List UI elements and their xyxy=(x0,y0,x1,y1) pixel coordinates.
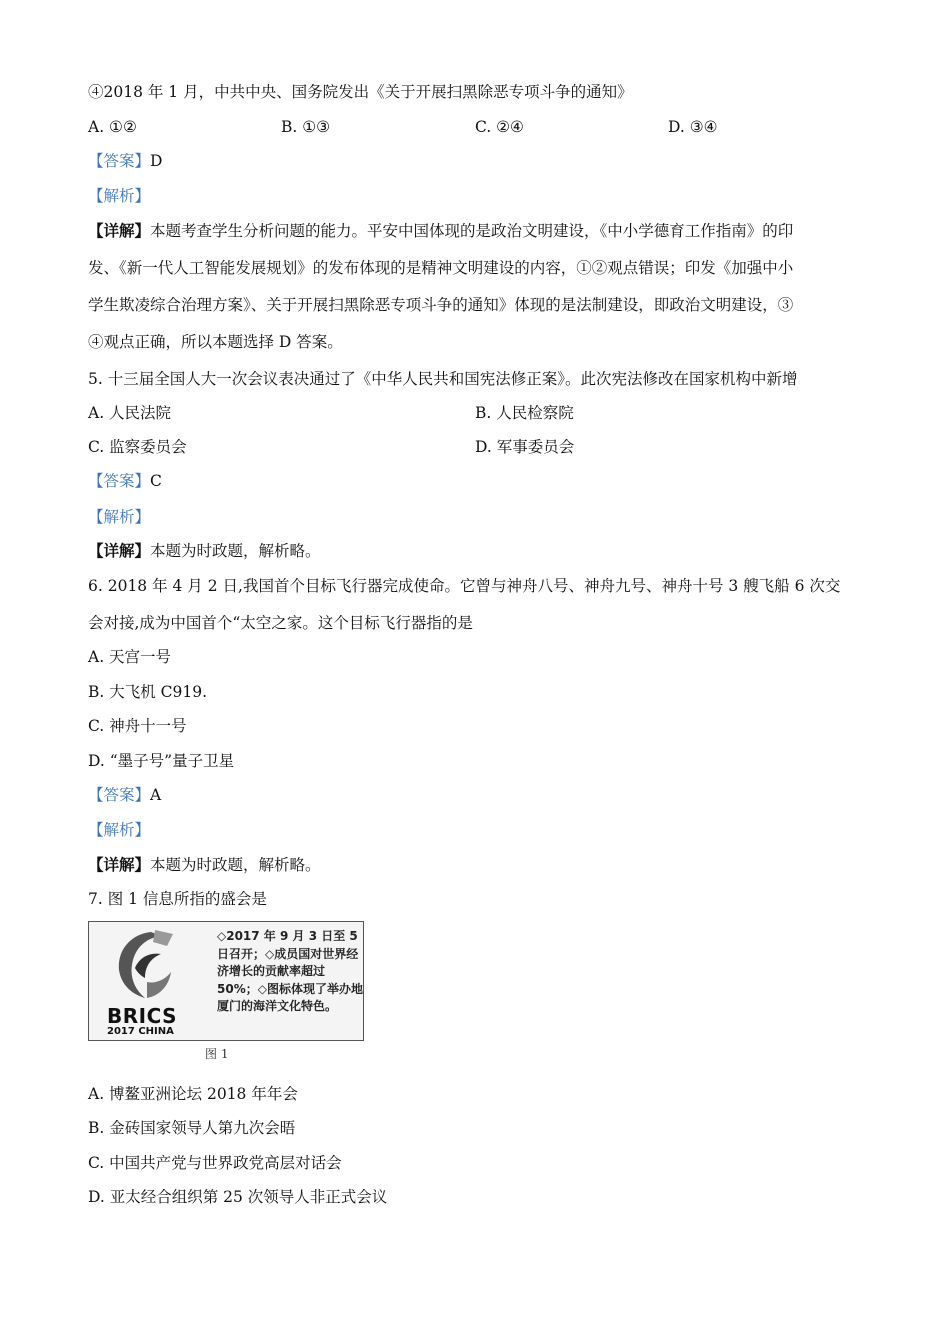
detail-tag: 【详解】 xyxy=(88,541,151,560)
q6-question-line-1: 6. 2018 年 4 月 2 日,我国首个目标飞行器完成使命。它曾与神舟八号、神舟九号、神舟十号 3 艘飞船 6 次交 xyxy=(88,577,841,595)
q5-option-d: D. 军事委员会 xyxy=(475,438,575,456)
detail-text: 本题为时政题，解析略。 xyxy=(150,856,321,874)
brics-logo-sub: 2017 CHINA xyxy=(107,1026,174,1037)
q5-detail xyxy=(88,540,321,562)
answer-value: A xyxy=(150,786,162,804)
q6-option-c: C. 神舟十一号 xyxy=(88,717,187,735)
q5-option-a: A. 人民法院 xyxy=(88,404,172,422)
detail-text: 本题考查学生分析问题的能力。平安中国体现的是政治文明建设，《中小学德育工作指南》的印 xyxy=(150,222,794,240)
detail-tag: 【详解】 xyxy=(88,221,151,240)
figure-caption: 图 1 xyxy=(205,1047,229,1061)
q4-option-d: D. ③④ xyxy=(668,118,718,136)
q4-analysis-tag: 【解析】 xyxy=(88,187,151,205)
q4-option-b: B. ①③ xyxy=(281,118,331,136)
q4-option-a: A. ①② xyxy=(88,118,137,136)
brics-logo-word: BRICS xyxy=(107,1004,178,1028)
q4-option-c: C. ②④ xyxy=(475,118,524,136)
q4-answer xyxy=(88,150,162,172)
figure-1-image xyxy=(88,921,364,1041)
q6-option-d: D. “墨子号”量子卫星 xyxy=(88,752,235,770)
detail-text: 本题为时政题，解析略。 xyxy=(150,542,321,560)
answer-tag: 【答案】 xyxy=(88,152,151,170)
detail-tag: 【详解】 xyxy=(88,855,151,874)
q7-option-d: D. 亚太经合组织第 25 次领导人非正式会议 xyxy=(88,1188,388,1206)
q6-answer xyxy=(88,784,161,806)
q4-detail-line-4: ④观点正确，所以本题选择 D 答案。 xyxy=(88,333,343,351)
q7-option-c: C. 中国共产党与世界政党高层对话会 xyxy=(88,1154,342,1172)
q6-question-line-2: 会对接,成为中国首个“太空之家。这个目标飞行器指的是 xyxy=(88,614,473,632)
q7-option-b: B. 金砖国家领导人第九次会晤 xyxy=(88,1119,296,1137)
q4-detail-line-3: 学生欺凌综合治理方案》、关于开展扫黑除恶专项斗争的通知》体现的是法制建设，即政治文明建设，③ xyxy=(88,296,794,314)
figure-info-text: ◇2017 年 9 月 3 日至 5 日召开；◇成员国对世界经济增长的贡献率超过 50%；◇图标体现了举办地厦门的海洋文化特色。 xyxy=(217,929,363,1013)
q6-option-a: A. 天宫一号 xyxy=(88,648,172,666)
q4-detail-line-2: 发、《新一代人工智能发展规划》的发布体现的是精神文明建设的内容，①②观点错误；印发《加强中小 xyxy=(88,259,794,277)
q7-option-a: A. 博鳌亚洲论坛 2018 年年会 xyxy=(88,1085,298,1103)
brics-logo-icon xyxy=(111,928,181,1004)
q5-question: 5. 十三届全国人大一次会议表决通过了《中华人民共和国宪法修正案》。此次宪法修改在国家机构中新增 xyxy=(88,370,798,388)
answer-value: D xyxy=(150,152,163,170)
q5-analysis-tag: 【解析】 xyxy=(88,508,151,526)
q4-item4: ④2018 年 1 月，中共中央、国务院发出《关于开展扫黑除恶专项斗争的通知》 xyxy=(88,83,633,101)
q5-answer xyxy=(88,470,162,492)
answer-tag: 【答案】 xyxy=(88,786,151,804)
q7-question: 7. 图 1 信息所指的盛会是 xyxy=(88,890,267,908)
q5-option-b: B. 人民检察院 xyxy=(475,404,574,422)
q6-detail xyxy=(88,854,321,876)
q6-option-b: B. 大飞机 C919. xyxy=(88,683,208,701)
q5-option-c: C. 监察委员会 xyxy=(88,438,187,456)
answer-value: C xyxy=(150,472,162,490)
answer-tag: 【答案】 xyxy=(88,472,151,490)
q4-detail-line-1 xyxy=(88,220,793,242)
q6-analysis-tag: 【解析】 xyxy=(88,821,151,839)
